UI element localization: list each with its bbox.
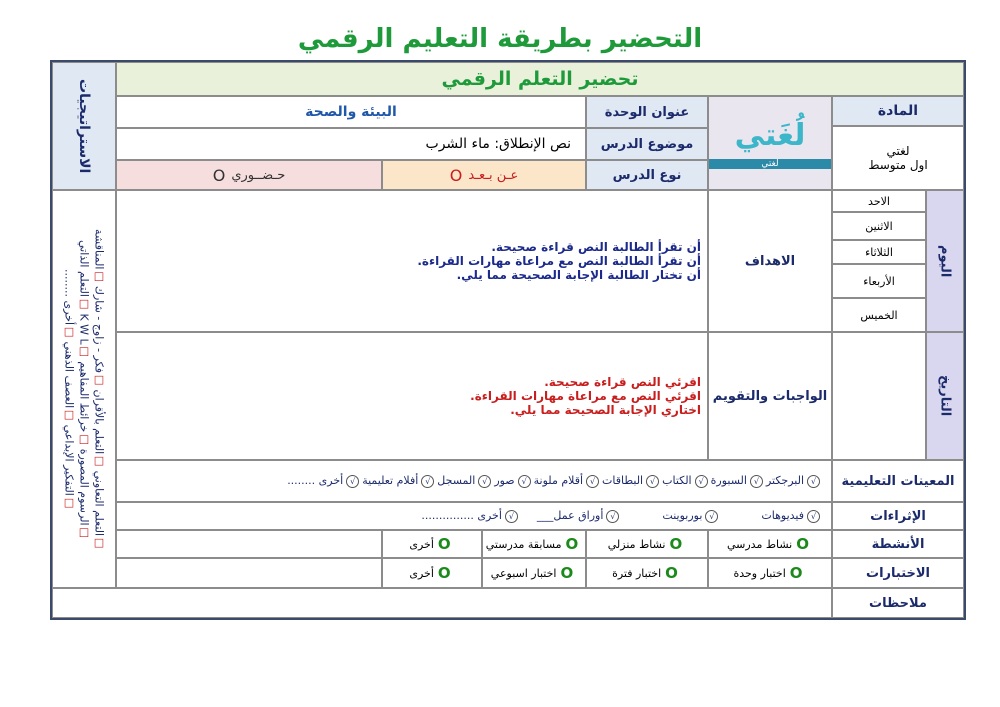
activity-school[interactable]: O نشاط مدرسي — [708, 530, 832, 558]
date-value[interactable] — [832, 332, 926, 460]
lesson-type-inperson[interactable]: حـضــوري O — [116, 160, 382, 190]
strategies-list — [62, 194, 107, 584]
aid-option[interactable]: √الكتاب — [662, 474, 711, 488]
activities-label: الأنشطة — [832, 530, 964, 558]
plan-frame — [50, 60, 966, 620]
lesson-label: موضوع الدرس — [586, 128, 708, 160]
homework-line: اقرئي النص مع مراعاة مهارات القراءة. — [470, 389, 701, 403]
lesson-type-remote[interactable]: عـن بـعـد O — [382, 160, 586, 190]
page-title: التحضير بطريقة التعليم الرقمي — [297, 24, 703, 54]
test-weekly[interactable]: O اختبار اسبوعي — [482, 558, 586, 588]
notes-field[interactable] — [52, 588, 832, 618]
strategy-item[interactable]: □فكر - زاوج - شارك — [92, 285, 106, 386]
strategy-item[interactable]: □المناقشة — [92, 228, 106, 283]
strategy-item[interactable]: □خرائط المفاهيم — [77, 360, 91, 445]
lesson-value: نص الإنطلاق: ماء الشرب — [116, 128, 586, 160]
strategy-item[interactable]: □أخرى ........ — [62, 269, 76, 339]
header-banner — [116, 62, 964, 96]
subject-value: لغتي اول متوسط — [832, 126, 964, 190]
strategies-label-cell — [52, 62, 116, 190]
header-banner-text: تحضير التعلم الرقمي — [441, 68, 639, 90]
strategy-item[interactable]: □التعلم بالأقران — [92, 389, 106, 468]
test-unit[interactable]: O اختبار وحدة — [708, 558, 832, 588]
strategy-item[interactable]: □التفكير الإبداعي — [62, 424, 76, 509]
enrichment-option[interactable]: √بوربوينت — [662, 509, 721, 523]
objective-line: أن تقرأ الطالبة النص قراءة صحيحة. — [491, 240, 701, 254]
subject-label: المادة — [832, 96, 964, 126]
logo-caption: لغتي — [709, 159, 831, 169]
aid-option[interactable]: √أقلام ملونة — [534, 474, 602, 488]
aid-option[interactable]: √المسجل — [437, 474, 494, 488]
notes-label: ملاحظات — [832, 588, 964, 618]
homework-label: الواجبات والتقويم — [708, 332, 832, 460]
strategies-label: الاستراتيجيات — [76, 78, 92, 174]
strategies-list-cell — [52, 190, 116, 588]
day-tuesday[interactable]: الثلاثاء — [832, 240, 926, 264]
strategy-item[interactable]: □التعلم التعاوني — [92, 470, 106, 550]
test-other[interactable]: O أخرى — [382, 558, 482, 588]
day-thursday[interactable]: الخميس — [832, 298, 926, 332]
date-label-cell: التاريخ — [926, 332, 964, 460]
homework-line: اختاري الإجابة الصحيحة مما يلي. — [510, 403, 701, 417]
aids-label: المعينات التعليمية — [832, 460, 964, 502]
aid-option[interactable]: √صور — [494, 474, 533, 488]
objectives-label: الاهداف — [708, 190, 832, 332]
aids-options — [116, 460, 832, 502]
test-blank — [116, 558, 382, 588]
activity-competition[interactable]: O مسابقة مدرستي — [482, 530, 586, 558]
enrichment-options — [116, 502, 832, 530]
unit-label: عنوان الوحدة — [586, 96, 708, 128]
aid-option[interactable]: √السبورة — [711, 474, 766, 488]
day-label-cell: اليوم — [926, 190, 964, 332]
enrichment-option[interactable]: √فيديوهات — [761, 509, 823, 523]
strategy-item[interactable]: □الرسوم المصورة — [77, 448, 91, 539]
activity-other[interactable]: O أخرى — [382, 530, 482, 558]
enrichment-label: الإثراءات — [832, 502, 964, 530]
activity-blank — [116, 530, 382, 558]
aid-option[interactable]: √البطاقات — [602, 474, 662, 488]
objective-line: أن تقرأ الطالبة النص مع مراعاة مهارات القراءة. — [417, 254, 701, 268]
test-term[interactable]: O اختبار فترة — [586, 558, 708, 588]
unit-value: البيئة والصحة — [116, 96, 586, 128]
activity-home[interactable]: O نشاط منزلي — [586, 530, 708, 558]
aid-option[interactable]: √البرجكتر — [766, 474, 823, 488]
strategy-item[interactable]: □التعلم الذاتي — [77, 239, 91, 310]
strategy-item[interactable]: □العصف الذهني — [62, 341, 76, 422]
day-monday[interactable]: الاثنين — [832, 212, 926, 240]
objectives-content — [116, 190, 708, 332]
logo-text: لُغَتي — [734, 117, 806, 153]
homework-line: اقرئي النص قراءة صحيحة. — [544, 375, 701, 389]
subject-logo — [708, 96, 832, 190]
day-wednesday[interactable]: الأربعاء — [832, 264, 926, 298]
enrichment-option[interactable]: √أوراق عمل___ — [537, 509, 623, 523]
strategy-item[interactable]: □K W L — [77, 313, 91, 358]
enrichment-option[interactable]: √أخرى ............... — [421, 509, 520, 523]
tests-label: الاختبارات — [832, 558, 964, 588]
aid-option[interactable]: √أخرى ........ — [287, 474, 362, 488]
day-sunday[interactable]: الاحد — [832, 190, 926, 212]
homework-content — [116, 332, 708, 460]
aid-option[interactable]: √أفلام تعليمية — [362, 474, 437, 488]
lesson-type-label: نوع الدرس — [586, 160, 708, 190]
objective-line: أن تختار الطالبة الإجابة الصحيحة مما يلي. — [456, 268, 701, 282]
